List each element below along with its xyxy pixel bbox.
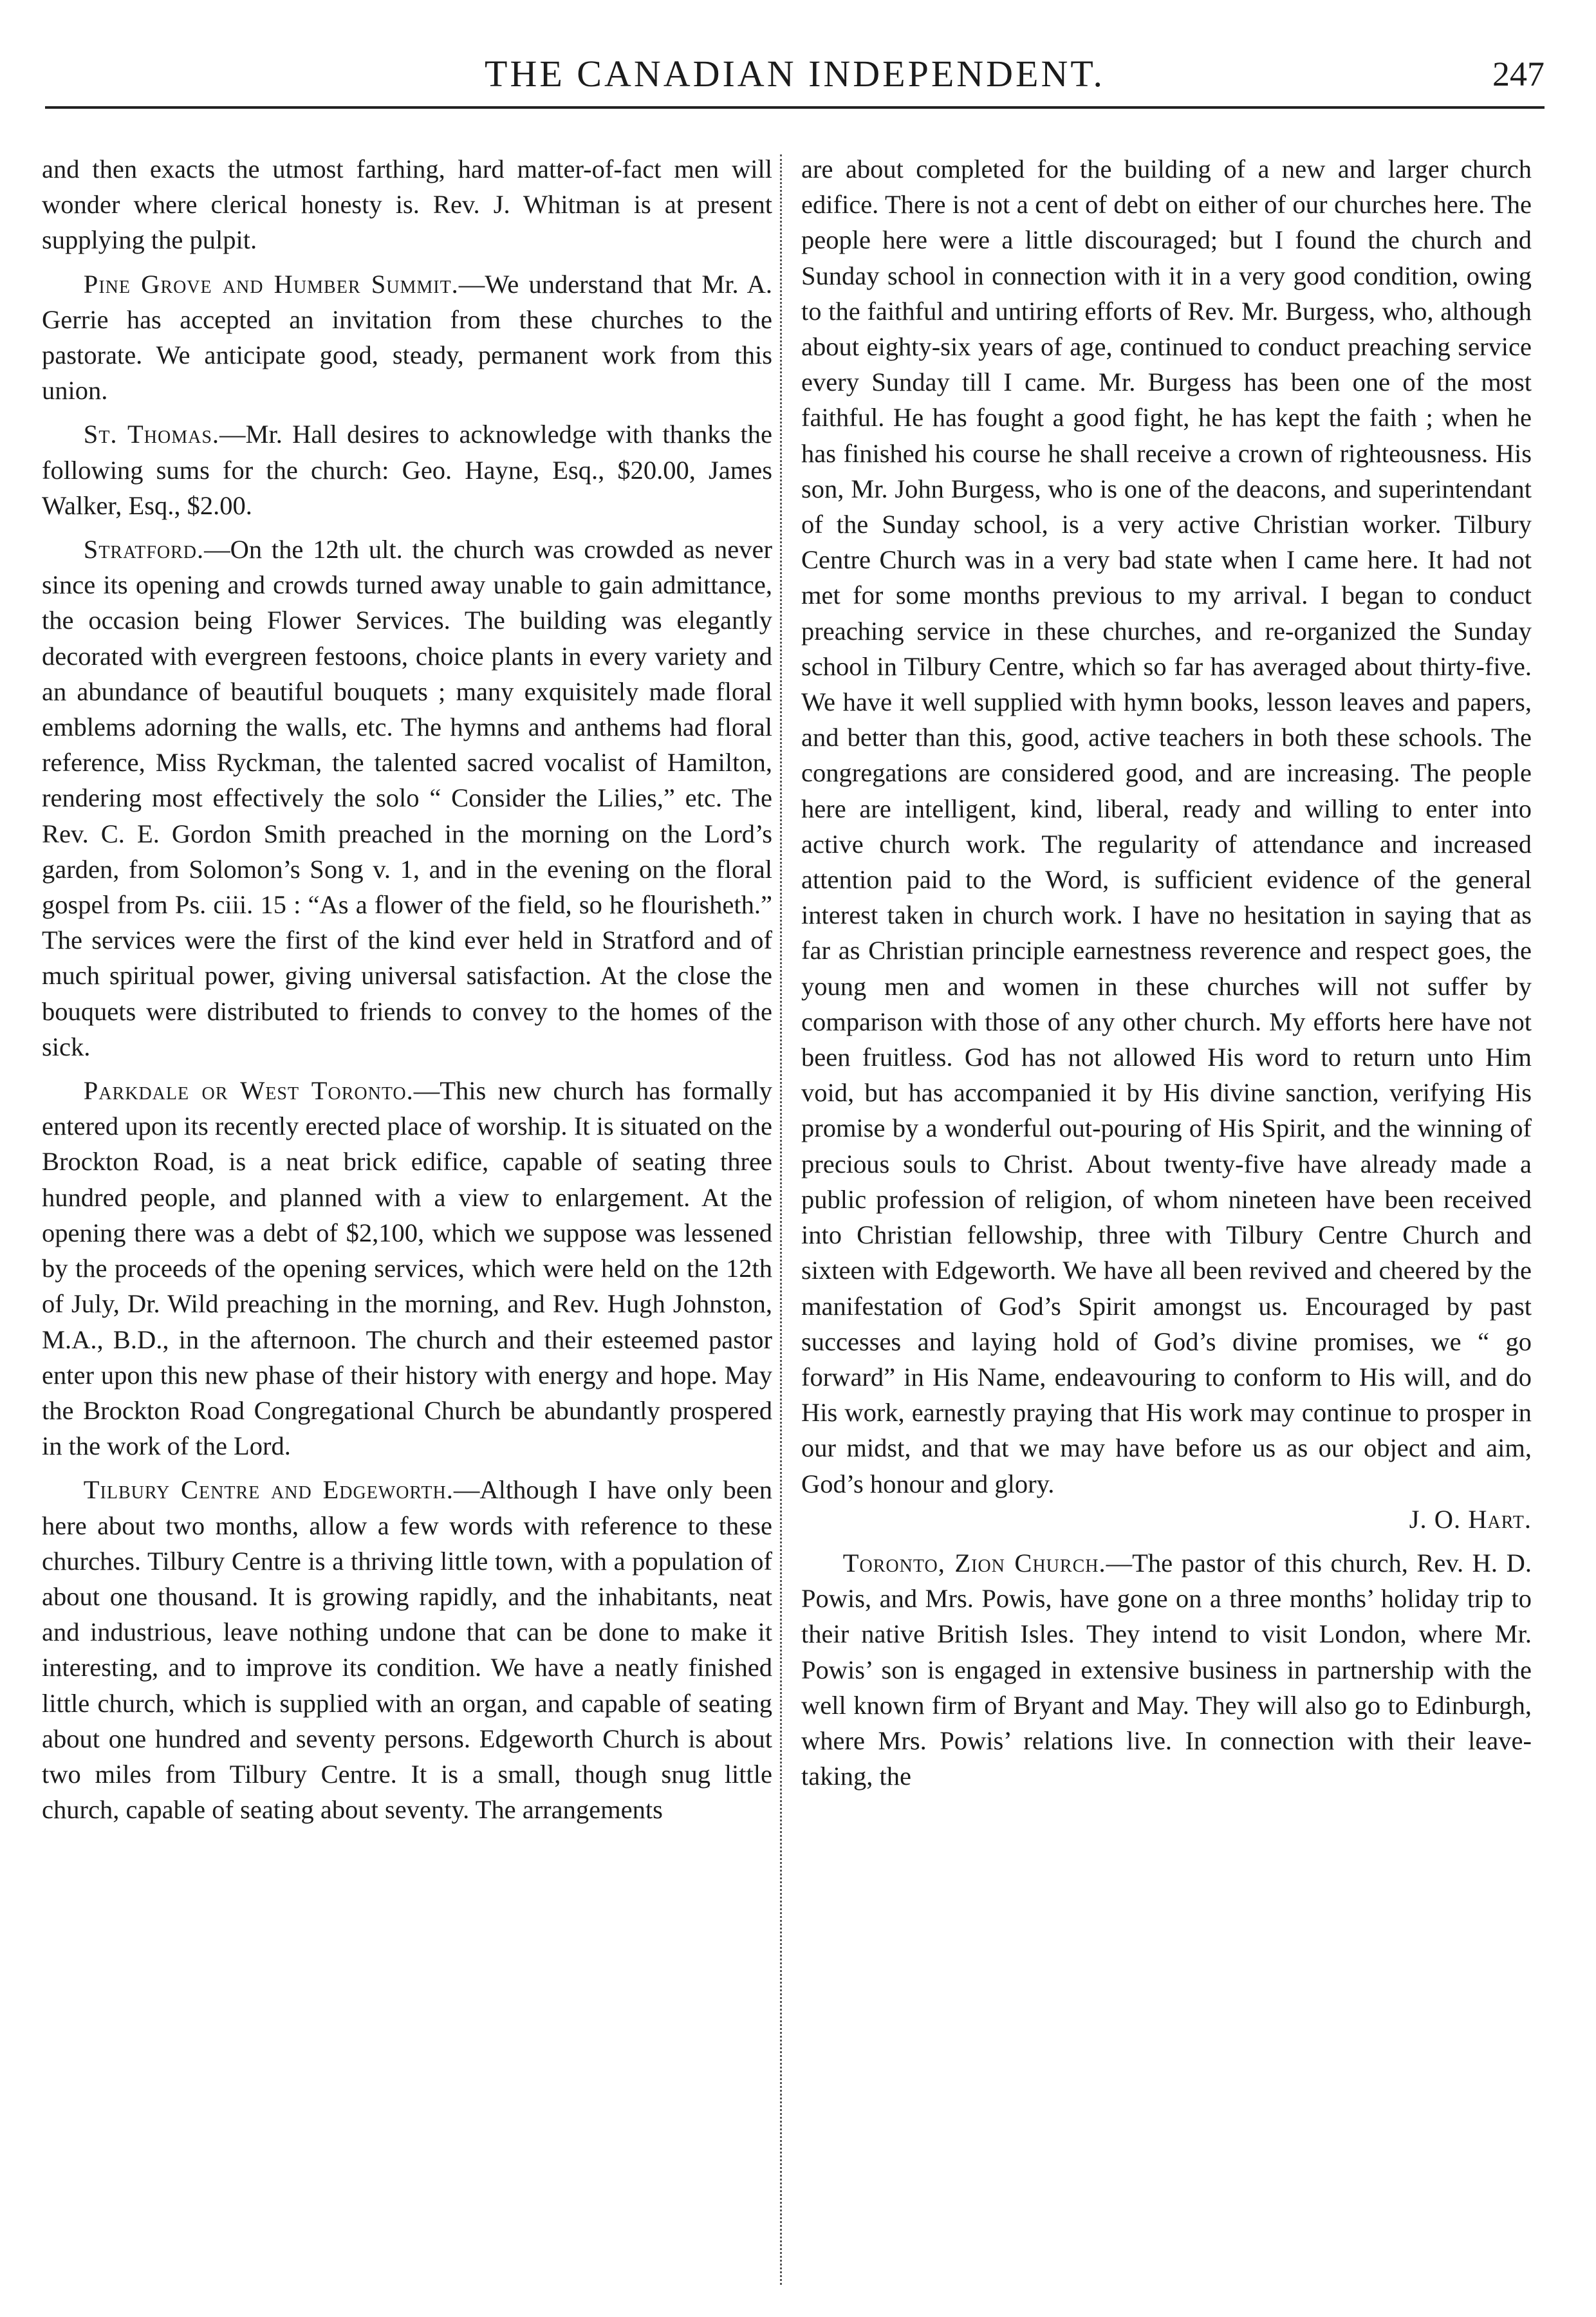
paragraph-text: —On the 12th ult. the church was crowded as never since its opening and crowds turned away unable to gain admittance, the occasion being Flower Services. The building was elegantly decorated with evergreen festoons, choice plants in every variety and an abundance of beautiful bouquets ; many exquisitely made floral emblems adorning the walls, etc. The hymns and anthems had floral reference, Miss Ryckman, the talented sacred vocalist of Hamilton, rendering most effectively the solo “ Consider the Lilies,” etc. The Rev. C. E. Gordon Smith preached in the morning on the Lord’s garden, from Solomon’s Song v. 1, and in the evening on the floral gospel from Ps. ciii. 15 : “As a flower of the field, so he flourisheth.” The services were the first of the kind ever held in Stratford and of much spiritual power, giving universal satisfaction. At the close the bouquets were distributed to friends to convey to the homes of the sick. (42, 535, 772, 1061)
article-paragraph (42, 266, 772, 409)
author-signature: J. O. Hart. (1409, 1504, 1532, 1534)
article-paragraph (42, 1472, 772, 1827)
article-paragraph (42, 416, 772, 523)
left-column (42, 151, 772, 2294)
paragraph-heading: St. Thomas. (83, 420, 220, 449)
article-paragraph (42, 151, 772, 258)
paragraph-text: —This new church has formally entered upon its recently erected place of worship. It is situated on the Brockton Road, is a neat brick edifice, capable of seating three hundred people, and planned with a view to enlargement. At the opening there was a debt of $2,100, which we suppose was lessened by the proceeds of the opening services, which were held on the 12th of July, Dr. Wild preaching in the morning, and Rev. Hugh Johnston, M.A., B.D., in the afternoon. The church and their esteemed pastor enter upon this new phase of their history with energy and hope. May the Brockton Road Congregational Church be abundantly prospered in the work of the Lord. (42, 1076, 772, 1461)
paragraph-heading: Tilbury Centre and Edgeworth. (83, 1475, 454, 1505)
paragraph-text: —Mr. Hall desires to acknowledge with thanks the following sums for the church: Geo. Hayne, Esq., $20.00, James Walker, Esq., $2.00. (42, 420, 772, 520)
page-running-title: THE CANADIAN INDEPENDENT. (485, 53, 1105, 95)
article-paragraph (42, 1073, 772, 1464)
right-column (801, 151, 1532, 2294)
paragraph-heading: Stratford. (83, 535, 205, 564)
article-paragraph (801, 151, 1532, 1537)
column-divider (780, 154, 782, 2285)
paragraph-heading: Pine Grove and Humber Summit. (83, 269, 459, 299)
paragraph-text: —Although I have only been here about two months, allow a few words with reference to these churches. Tilbury Centre is a thriving little town, with a population of about one thousand. It is growing rapidly, and the inhabitants, neat and industrious, leave nothing undone that can be done to make it interesting, and to improve its condition. We have a neatly finished little church, which is supplied with an organ, and capable of seating about one hundred and seventy persons. Edgeworth Church is about two miles from Tilbury Centre. It is a small, though snug little church, capable of seating about seventy. The arrangements (42, 1475, 772, 1825)
article-paragraph (42, 532, 772, 1065)
paragraph-text: —We understand that Mr. A. Gerrie has accepted an invitation from these churches to the pastorate. We anticipate good, steady, permanent work from this union. (42, 269, 772, 405)
paragraph-heading: Toronto, Zion Church. (842, 1548, 1106, 1577)
paragraph-text: are about completed for the building of a new and larger church edifice. There is not a cent of debt on either of our churches here. The people here were a little discouraged; but I found the church and Sunday school in connection with it in a very good condition, owing to the faithful and untiring efforts of Rev. Mr. Burgess, who, although about eighty-six years of age, continued to conduct preaching service every Sunday till I came. Mr. Burgess has been one of the most faithful. He has fought a good fight, he has kept the faith ; when he has finished his course he shall receive a crown of righteousness. His son, Mr. John Burgess, who is one of the deacons, and superintendant of the Sunday school, is a very active Christian worker. Tilbury Centre Church was in a very bad state when I came here. It had not met for some months previous to my arrival. I began to conduct preaching service in these churches, and re-organized the Sunday school in Tilbury Centre, which so far has averaged about thirty-five. We have it well supplied with hymn books, lesson leaves and papers, and better than this, good, active teachers in both these schools. The congregations are considered good, and are increasing. The people here are intelligent, kind, liberal, ready and willing to enter into active church work. The regularity of attendance and increased attention paid to the Word, is sufficient evidence of the general interest taken in church work. I have no hesitation in saying that as far as Christian principle earnestness reverence and respect goes, the young men and women in these churches will not suffer by comparison with those of any other church. My efforts here have not been fruitless. God has not allowed His word to return unto Him void, but has accompanied it by His divine sanction, verifying His promise by a wonderful out-pouring of His Spirit, and the winning of precious souls to Christ. About twenty-five have already made a public profession of religion, of whom nineteen have been received into Christian fellowship, three with Tilbury Centre Church and sixteen with Edgeworth. We have all been revived and cheered by the manifestation of God’s Spirit amongst us. Encouraged by past successes and laying hold of God’s divine promises, we “ go forward” in His Name, endeavouring to conform to His will, and do His work, earnestly praying that His work may continue to prosper in our midst, and that we may have before us as our object and aim, God’s honour and glory. (801, 154, 1532, 1498)
running-header (45, 48, 1545, 109)
page-number: 247 (1492, 55, 1545, 93)
paragraph-text: —The pastor of this church, Rev. H. D. Powis, and Mrs. Powis, have gone on a three months’ holiday trip to their native British Isles. They intend to visit London, where Mr. Powis’ son is engaged in extensive business in partnership with the well known firm of Bryant and May. They will also go to Edinburgh, where Mrs. Powis’ relations live. In connection with their leave-taking, the (801, 1548, 1532, 1791)
paragraph-heading: Parkdale or West Toronto. (83, 1076, 414, 1106)
article-paragraph (801, 1545, 1532, 1794)
paragraph-text: and then exacts the utmost farthing, hard matter-of-fact men will wonder where clerical honesty is. Rev. J. Whitman is at present supplying the pulpit. (42, 154, 772, 255)
